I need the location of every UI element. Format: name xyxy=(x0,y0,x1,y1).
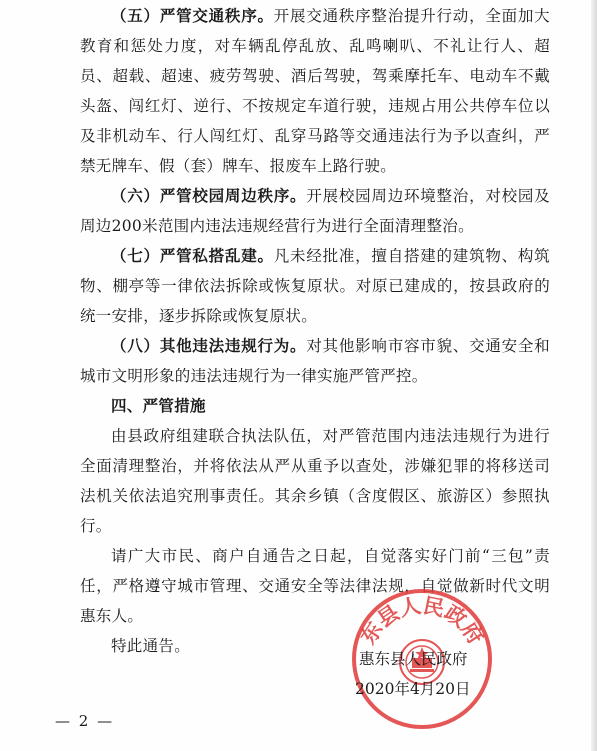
paragraph-lead: （八）其他违法违规行为。 xyxy=(111,336,307,355)
paragraph-measures: 由县政府组建联合执法队伍，对严管范围内违法违规行为进行全面清理整治，并将依法从严从重予以查处，涉嫌犯罪的将移送司法机关依法追究刑事责任。其余乡镇（含度假区、旅游区）参照执行。 xyxy=(80,427,550,535)
paragraph-illegal-construction xyxy=(80,241,550,331)
page-number: — 2 — xyxy=(55,712,115,730)
paragraph-closing: 特此通告。 xyxy=(111,637,191,655)
paragraph-text: 开展交通秩序整治提升行动，全面加大教育和惩处力度，对车辆乱停乱放、乱鸣喇叭、不礼让行人、超员、超载、超速、疲劳驾驶、酒后驾驶，驾乘摩托车、电动车不戴头盔、闯红灯、逆行、不按规定车道行驶，违规占用公共停车位以及非机动车、行人闯红灯、乱穿马路等交通违法行为予以查纠，严禁无牌车、假（套）牌车、报废车上路行驶。 xyxy=(80,7,550,175)
paragraph-lead: （五）严管交通秩序。 xyxy=(111,6,274,25)
paragraph-text: 凡未经批准，擅自搭建的建筑物、构筑物、棚亭等一律依法拆除或恢复原状。对原已建成的，按县政府的统一安排，逐步拆除或恢复原状。 xyxy=(80,247,550,325)
section-heading: 四、严管措施 xyxy=(111,396,206,415)
signature-block xyxy=(355,644,555,704)
paragraph-lead: （七）严管私搭乱建。 xyxy=(111,246,274,265)
issuing-organization: 惠东县人民政府 xyxy=(359,650,468,668)
paragraph-traffic xyxy=(80,1,550,181)
paragraph-text: 开展校园周边环境整治，对校园及周边200米范围内违法违规经营行为进行全面清理整治。 xyxy=(80,187,550,235)
issue-date: 2020年4月20日 xyxy=(355,680,471,698)
scan-edge xyxy=(591,0,597,751)
paragraph-lead: （六）严管校园周边秩序。 xyxy=(111,186,307,205)
document-body xyxy=(80,0,550,661)
paragraph-other-violations xyxy=(80,331,550,391)
paragraph-campus xyxy=(80,181,550,241)
seal-text: 东县人民政府 xyxy=(355,593,489,649)
paragraph-appeal: 请广大市民、商户自通告之日起，自觉落实好门前“三包”责任，严格遵守城市管理、交通安全等法律法规，自觉做新时代文明惠东人。 xyxy=(80,547,550,625)
paragraph-text: 对其他影响市容市貌、交通安全和城市文明形象的违法违规行为一律实施严管严控。 xyxy=(80,337,550,385)
